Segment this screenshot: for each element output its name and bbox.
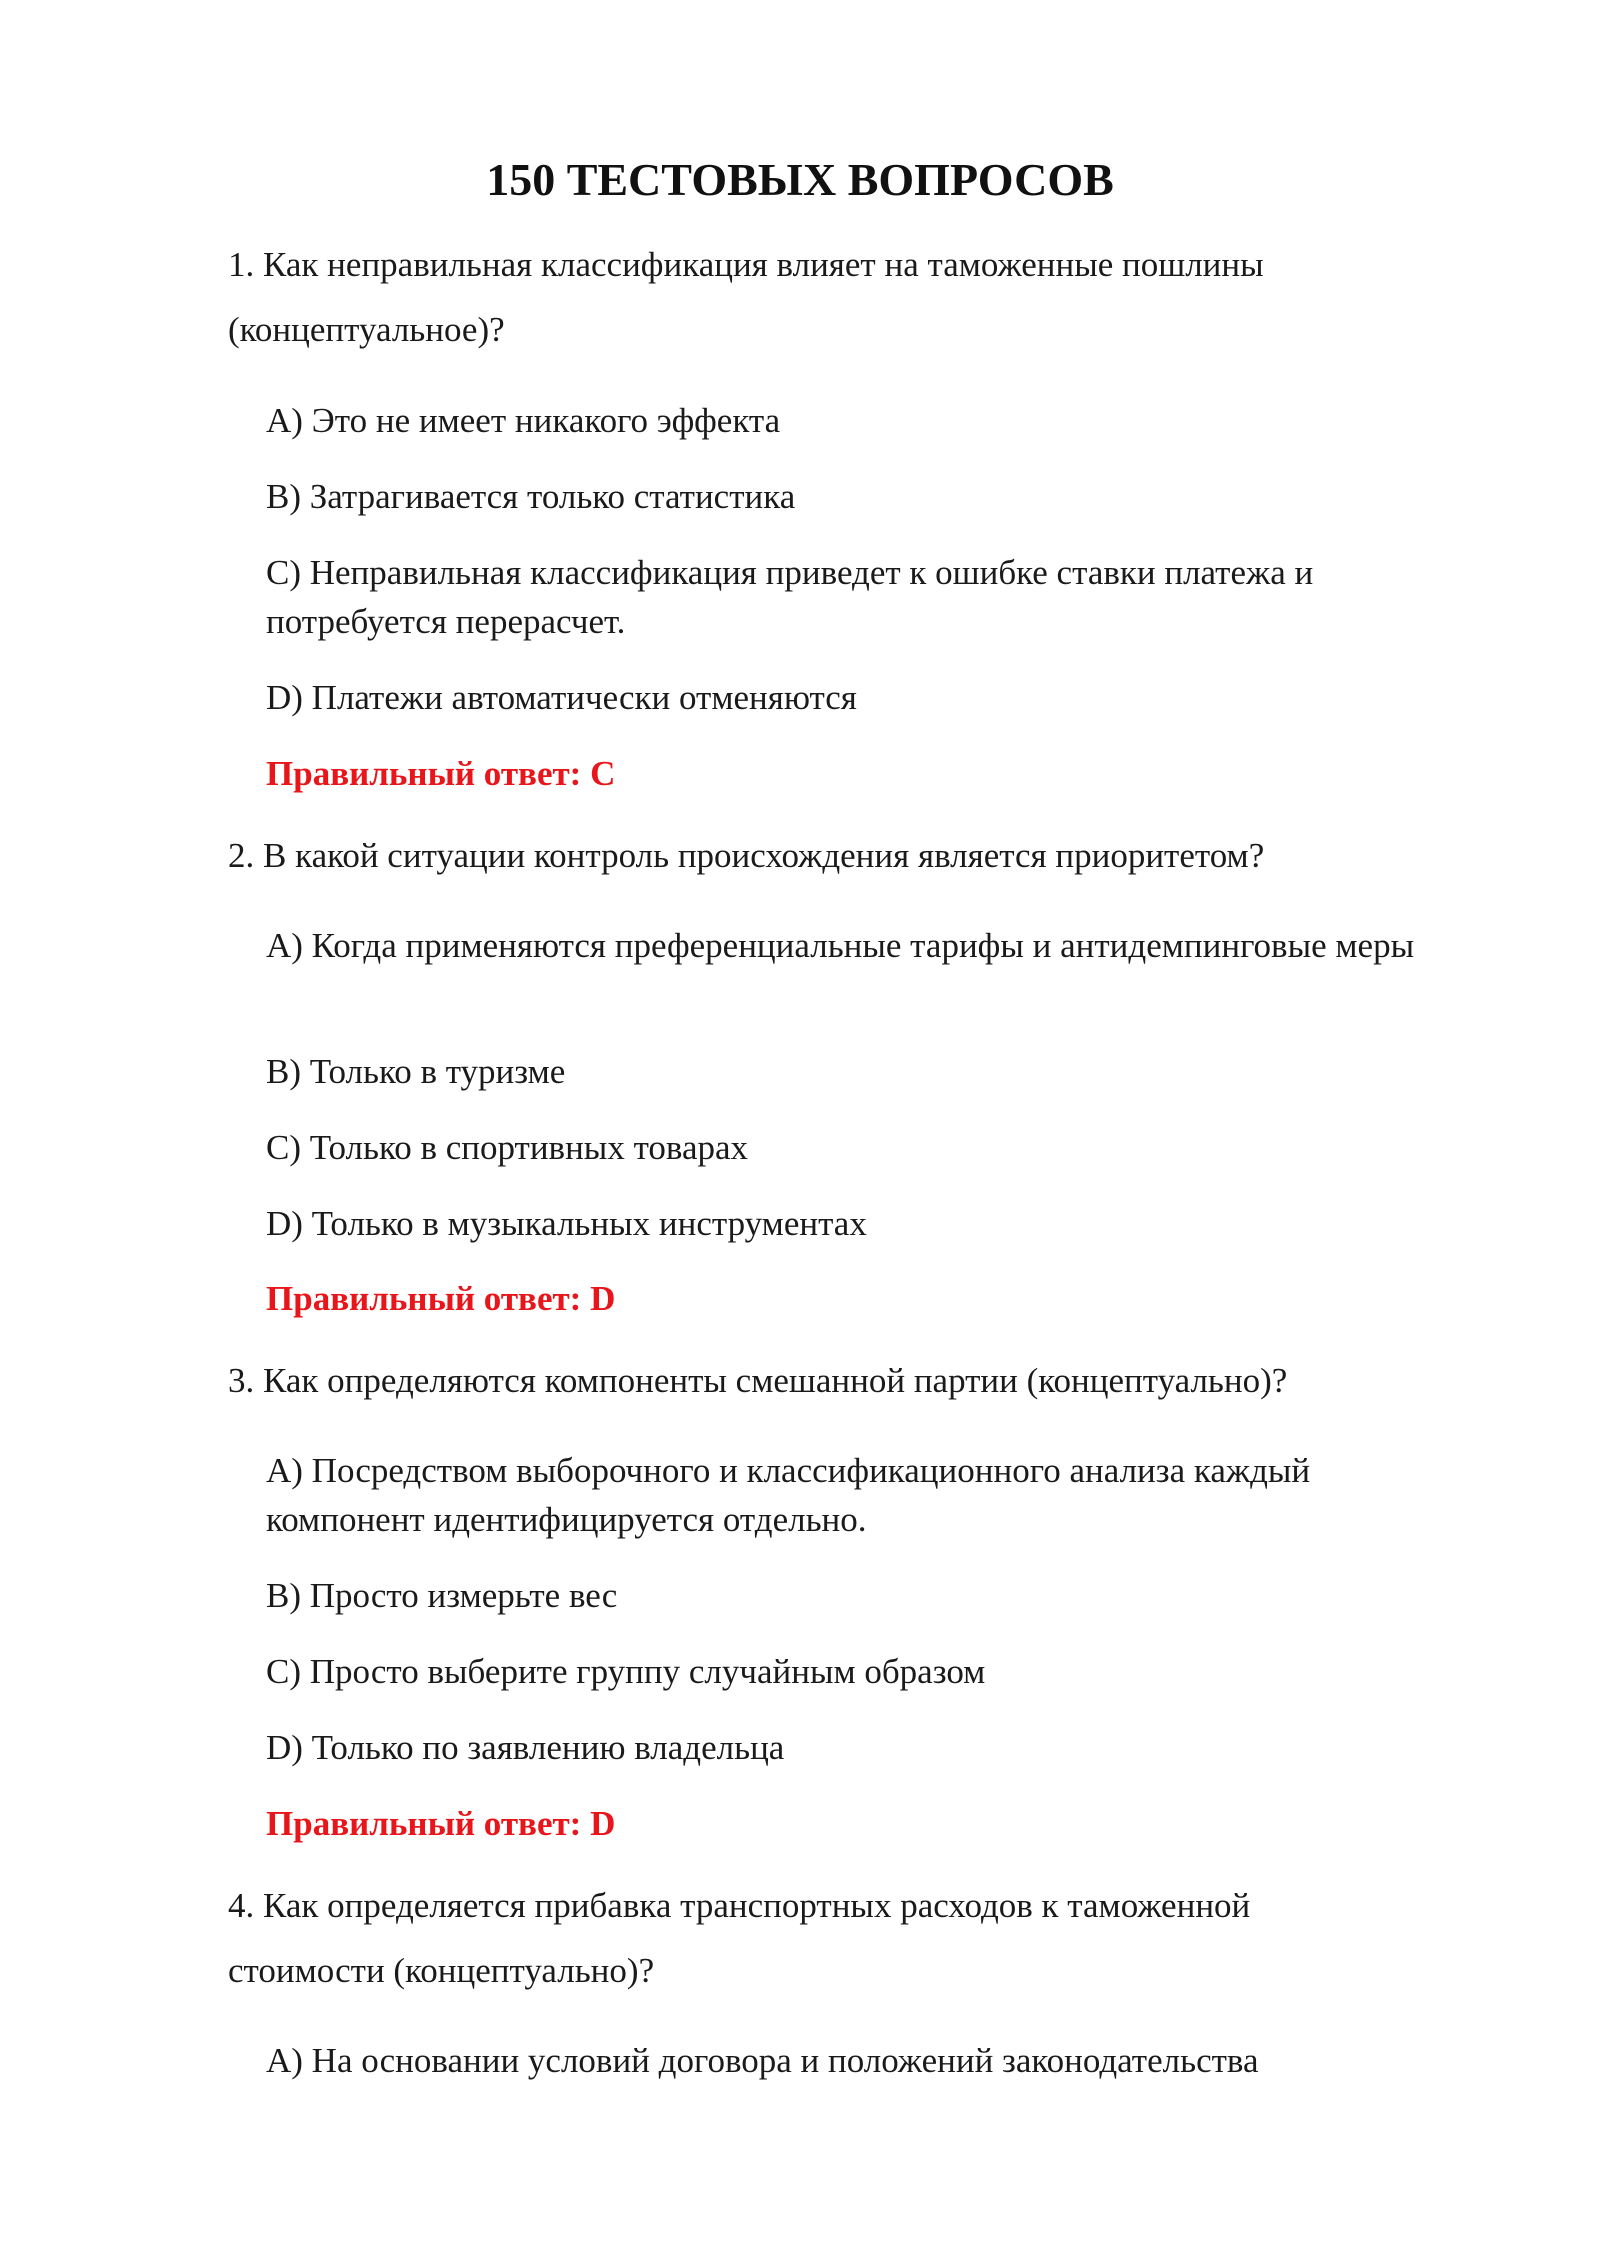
- question-1-option-d: D) Платежи автоматически отменяются: [266, 678, 857, 717]
- question-3-answer: Правильный ответ: D: [266, 1804, 616, 1843]
- page-title: 150 ТЕСТОВЫХ ВОПРОСОВ: [486, 154, 1114, 205]
- question-2: 2. В какой ситуации контроль происхождения является приоритетом?: [228, 836, 1265, 875]
- question-2-answer: Правильный ответ: D: [266, 1279, 616, 1318]
- question-2-option-c: C) Только в спортивных товарах: [266, 1128, 749, 1167]
- question-1-option-b: B) Затрагивается только статистика: [266, 477, 796, 516]
- question-3: 3. Как определяются компоненты смешанной партии (концептуально)?: [228, 1361, 1288, 1400]
- question-1-option-c: C) Неправильная классификация приведет к ошибке ставки платежа и потребуется перерасчет.: [266, 553, 1314, 641]
- question-1-answer: Правильный ответ: C: [266, 754, 616, 793]
- question-3-option-b: B) Просто измерьте вес: [266, 1576, 618, 1615]
- question-3-option-a: A) Посредством выборочного и классификационного анализа каждый компонент идентифицируется отдельно.: [266, 1451, 1311, 1539]
- question-3-option-d: D) Только по заявлению владельца: [266, 1728, 785, 1767]
- question-1-option-a: A) Это не имеет никакого эффекта: [266, 401, 781, 440]
- question-4: 4. Как определяется прибавка транспортных расходов к таможенной стоимости (концептуально)?: [228, 1886, 1251, 1990]
- question-4-option-a: A) На основании условий договора и положений законодательства: [266, 2041, 1259, 2080]
- question-1: 1. Как неправильная классификация влияет на таможенные пошлины (концептуальное)?: [228, 245, 1264, 349]
- question-2-option-d: D) Только в музыкальных инструментах: [266, 1204, 867, 1243]
- question-3-option-c: C) Просто выберите группу случайным образом: [266, 1652, 986, 1691]
- question-2-option-b: B) Только в туризме: [266, 1052, 566, 1091]
- question-2-option-a: A) Когда применяются преференциальные тарифы и антидемпинговые меры: [266, 926, 1415, 965]
